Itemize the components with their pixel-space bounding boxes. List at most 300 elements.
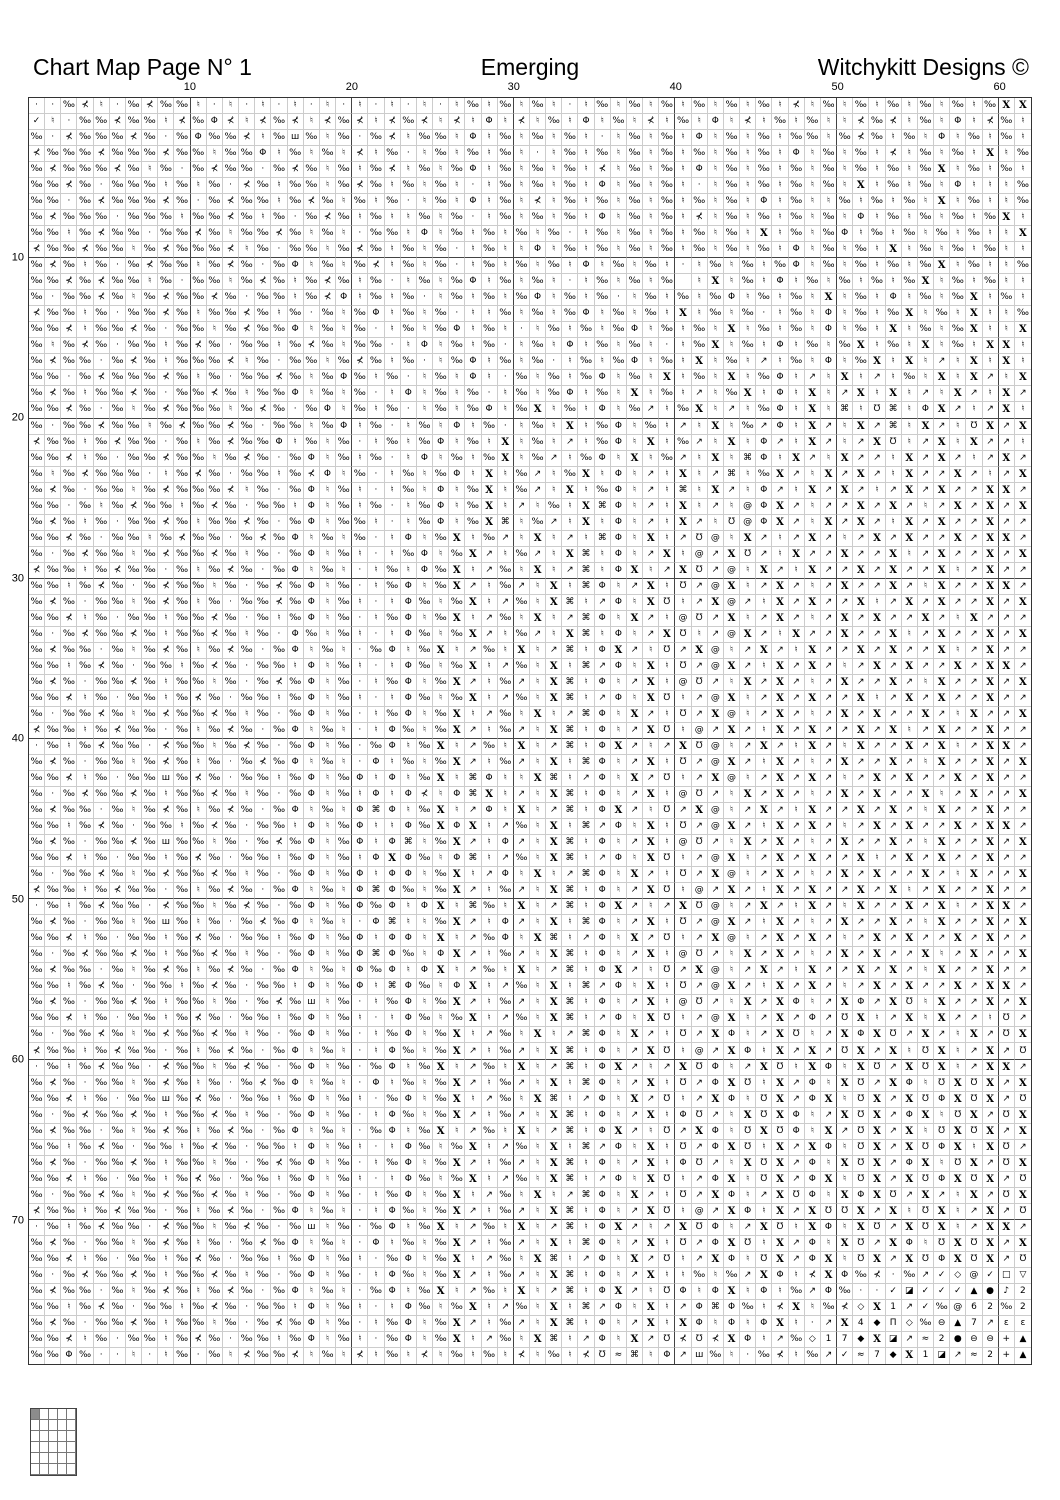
chart-cell: ·	[562, 274, 578, 290]
chart-cell: ↗	[869, 643, 885, 659]
chart-cell: ‰	[449, 1172, 465, 1188]
chart-cell: ♮	[417, 531, 433, 547]
chart-cell: ‰	[821, 210, 837, 226]
chart-cell: ●	[950, 1332, 966, 1348]
chart-cell: Φ	[207, 114, 223, 130]
chart-cell: ·	[110, 1348, 126, 1364]
chart-cell: Φ	[433, 947, 449, 963]
chart-cell: ‰	[207, 883, 223, 899]
chart-cell: ♮	[789, 386, 805, 402]
chart-cell: ↗	[465, 1060, 481, 1076]
chart-cell: ‰	[530, 306, 546, 322]
chart-cell: ‰	[740, 274, 756, 290]
chart-cell: X	[1015, 547, 1031, 563]
chart-cell: ⊀	[94, 1027, 110, 1043]
chart-cell: ♮	[886, 274, 902, 290]
chart-cell: ‰	[77, 1027, 93, 1043]
chart-cell: ↗	[708, 1156, 724, 1172]
chart-cell: X	[902, 1011, 918, 1027]
chart-cell: ‰	[255, 1172, 271, 1188]
chart-cell: ‰	[207, 771, 223, 787]
chart-cell: ♮	[368, 1027, 384, 1043]
chart-cell: X	[772, 707, 788, 723]
chart-cell: ‰	[950, 274, 966, 290]
chart-cell: ‰	[401, 354, 417, 370]
chart-cell: ♮	[126, 1188, 142, 1204]
chart-cell: ‰	[417, 771, 433, 787]
chart-cell: X	[886, 579, 902, 595]
chart-cell: ↗	[465, 579, 481, 595]
chart-cell: ♮	[611, 1043, 627, 1059]
chart-cell: ‰	[627, 130, 643, 146]
chart-cell: ♮	[659, 419, 675, 435]
chart-cell: ‰	[174, 146, 190, 162]
chart-cell: ♮	[288, 659, 304, 675]
chart-cell: ↗	[675, 419, 691, 435]
chart-cell: ↗	[740, 883, 756, 899]
chart-cell: ♮	[368, 1316, 384, 1332]
chart-cell: X	[886, 915, 902, 931]
chart-cell: X	[983, 915, 999, 931]
chart-cell: ·	[110, 98, 126, 114]
chart-cell: ♮	[514, 146, 530, 162]
chart-cell: ♮	[239, 627, 255, 643]
chart-cell: X	[562, 547, 578, 563]
chart-cell: ‰	[255, 1348, 271, 1364]
chart-cell: ♮	[336, 531, 352, 547]
chart-cell: ♮	[659, 1268, 675, 1284]
chart-cell: X	[1015, 947, 1031, 963]
chart-cell: ‰	[174, 771, 190, 787]
chart-cell: X	[805, 483, 821, 499]
chart-cell: ↗	[918, 483, 934, 499]
chart-cell: ‰	[191, 210, 207, 226]
chart-cell: ·	[174, 162, 190, 178]
chart-cell: ⊀	[158, 242, 174, 258]
chart-cell: ♮	[675, 883, 691, 899]
chart-cell: ‰	[902, 370, 918, 386]
chart-cell: ·	[401, 194, 417, 210]
chart-cell: ‰	[417, 1060, 433, 1076]
chart-cell: ·	[94, 531, 110, 547]
chart-cell: ♮	[886, 194, 902, 210]
chart-cell: X	[772, 915, 788, 931]
chart-cell: X	[578, 467, 594, 483]
chart-cell: ♮	[724, 995, 740, 1011]
chart-cell: ⊀	[61, 931, 77, 947]
chart-cell: X	[546, 1300, 562, 1316]
chart-cell: Φ	[578, 114, 594, 130]
chart-cell: ↗	[950, 1348, 966, 1364]
chart-cell: ♮	[950, 370, 966, 386]
chart-cell: Φ	[288, 531, 304, 547]
chart-cell: ⊀	[126, 675, 142, 691]
chart-cell: ‰	[546, 258, 562, 274]
chart-cell: ‰	[401, 1076, 417, 1092]
chart-cell: ‰	[675, 435, 691, 451]
chart-cell: ‰	[336, 707, 352, 723]
chart-cell: Φ	[772, 419, 788, 435]
chart-cell: ↗	[708, 547, 724, 563]
chart-cell: ↗	[1015, 899, 1031, 915]
chart-cell: ⊀	[77, 338, 93, 354]
chart-cell: ↗	[918, 931, 934, 947]
chart-cell: ↗	[789, 1011, 805, 1027]
chart-cell: ‰	[271, 258, 287, 274]
chart-cell: X	[853, 178, 869, 194]
chart-cell: ‰	[94, 835, 110, 851]
chart-cell: ♮	[643, 1060, 659, 1076]
chart-cell: ♮	[320, 851, 336, 867]
chart-cell: ♮	[352, 162, 368, 178]
chart-cell: ‰	[740, 306, 756, 322]
chart-cell: ↗	[918, 883, 934, 899]
chart-cell: ♮	[562, 659, 578, 675]
chart-cell: ‰	[401, 242, 417, 258]
chart-cell: X	[886, 499, 902, 515]
chart-cell: ↗	[918, 595, 934, 611]
chart-cell: ⊀	[94, 739, 110, 755]
chart-cell: ‰	[853, 1268, 869, 1284]
chart-cell: ♮	[821, 370, 837, 386]
chart-cell: ♮	[546, 483, 562, 499]
chart-cell: X	[449, 1108, 465, 1124]
chart-cell: ↗	[789, 755, 805, 771]
chart-cell: ‰	[595, 419, 611, 435]
chart-cell: ‰	[417, 1172, 433, 1188]
chart-cell: ⊀	[126, 386, 142, 402]
chart-cell: ♮	[837, 931, 853, 947]
chart-cell: ♮	[482, 995, 498, 1011]
chart-cell: ♮	[724, 947, 740, 963]
chart-cell: ⊀	[29, 723, 45, 739]
chart-cell: ♮	[385, 98, 401, 114]
chart-cell: ‰	[110, 899, 126, 915]
chart-cell: @	[675, 611, 691, 627]
chart-cell: ⌘	[562, 1011, 578, 1027]
chart-cell: ↗	[675, 1124, 691, 1140]
chart-cell: Φ	[805, 1252, 821, 1268]
chart-cell: ♮	[659, 659, 675, 675]
chart-cell: X	[999, 979, 1015, 995]
chart-cell: ↗	[465, 963, 481, 979]
chart-cell: ♮	[417, 707, 433, 723]
chart-cell: ♮	[902, 210, 918, 226]
chart-cell: ⊀	[158, 370, 174, 386]
chart-cell: X	[772, 1236, 788, 1252]
chart-cell: ‰	[401, 322, 417, 338]
chart-cell: ⌘	[546, 1332, 562, 1348]
chart-cell: Φ	[401, 979, 417, 995]
chart-cell: ℧	[675, 1188, 691, 1204]
chart-cell: ♮	[611, 1076, 627, 1092]
chart-cell: ‰	[320, 226, 336, 242]
chart-cell: ♮	[675, 146, 691, 162]
chart-cell: ↗	[950, 803, 966, 819]
chart-cell: ℧	[918, 1220, 934, 1236]
chart-cell: ‰	[29, 691, 45, 707]
chart-cell: X	[708, 451, 724, 467]
chart-cell: ♮	[482, 691, 498, 707]
chart-cell: @	[708, 755, 724, 771]
chart-cell: ↗	[514, 947, 530, 963]
chart-cell: X	[1015, 675, 1031, 691]
chart-cell: ♮	[401, 1060, 417, 1076]
chart-cell: ·	[77, 1076, 93, 1092]
chart-cell: ♮	[191, 98, 207, 114]
chart-cell: ♮	[659, 258, 675, 274]
chart-cell: ↗	[902, 1300, 918, 1316]
chart-cell: ↗	[789, 659, 805, 675]
chart-cell: Φ	[595, 1043, 611, 1059]
chart-cell: ↗	[999, 1252, 1015, 1268]
chart-cell: 1	[918, 1348, 934, 1364]
chart-cell: X	[934, 435, 950, 451]
chart-cell: ⌘	[578, 1300, 594, 1316]
chart-cell: ‰	[288, 835, 304, 851]
chart-cell: Φ	[595, 579, 611, 595]
chart-cell: ↗	[627, 1204, 643, 1220]
chart-cell: ‰	[352, 386, 368, 402]
chart-cell: ♮	[352, 1011, 368, 1027]
chart-cell: ‰	[433, 1188, 449, 1204]
chart-cell: ·	[223, 467, 239, 483]
chart-cell: ⌘	[578, 867, 594, 883]
chart-cell: ↗	[789, 1204, 805, 1220]
chart-cell: ⊀	[77, 242, 93, 258]
chart-cell: ‰	[110, 483, 126, 499]
chart-cell: ‰	[174, 1076, 190, 1092]
chart-cell: ‰	[853, 242, 869, 258]
chart-cell: ‰	[255, 1027, 271, 1043]
chart-cell: ‰	[934, 306, 950, 322]
chart-cell: ‰	[498, 675, 514, 691]
chart-cell: X	[578, 515, 594, 531]
chart-cell: ↗	[562, 867, 578, 883]
chart-cell: X	[805, 563, 821, 579]
chart-cell: ‰	[110, 1076, 126, 1092]
chart-cell: ♮	[740, 931, 756, 947]
chart-cell: X	[853, 851, 869, 867]
chart-cell: ⊀	[239, 899, 255, 915]
chart-cell: ·	[368, 1092, 384, 1108]
chart-cell: ‰	[498, 162, 514, 178]
chart-cell: ↗	[966, 803, 982, 819]
chart-cell: ℧	[675, 915, 691, 931]
chart-cell: ‰	[724, 130, 740, 146]
chart-cell: ♮	[417, 1252, 433, 1268]
chart-cell: Φ	[465, 162, 481, 178]
chart-cell: ‰	[271, 1300, 287, 1316]
chart-cell: ↗	[934, 867, 950, 883]
chart-cell: ‰	[207, 643, 223, 659]
chart-cell: ♮	[514, 354, 530, 370]
chart-cell: ♮	[546, 1188, 562, 1204]
chart-cell: ♮	[530, 579, 546, 595]
chart-cell: Φ	[352, 867, 368, 883]
chart-cell: ♮	[320, 739, 336, 755]
chart-cell: ‰	[449, 691, 465, 707]
chart-cell: ♮	[320, 499, 336, 515]
chart-cell: ‰	[77, 146, 93, 162]
chart-cell: ↗	[627, 1156, 643, 1172]
chart-cell: ♮	[708, 370, 724, 386]
chart-cell: ♮	[433, 979, 449, 995]
chart-cell: ⊀	[77, 1108, 93, 1124]
chart-cell: ♮	[853, 274, 869, 290]
chart-cell: ‰	[255, 483, 271, 499]
chart-cell: ⊀	[255, 755, 271, 771]
chart-cell: ·	[271, 947, 287, 963]
chart-cell: Φ	[611, 1011, 627, 1027]
chart-cell: ‰	[239, 851, 255, 867]
chart-cell: ♮	[675, 1092, 691, 1108]
chart-cell: ⊀	[61, 451, 77, 467]
chart-cell: ↗	[740, 915, 756, 931]
chart-cell: ♮	[837, 306, 853, 322]
chart-cell: ↗	[789, 1043, 805, 1059]
chart-cell: ↗	[562, 1027, 578, 1043]
chart-cell: Φ	[724, 1092, 740, 1108]
chart-cell: ♮	[934, 290, 950, 306]
chart-cell: ⊀	[223, 1204, 239, 1220]
chart-cell: Φ	[401, 787, 417, 803]
chart-cell: Φ	[578, 258, 594, 274]
chart-cell: ‰	[255, 1188, 271, 1204]
chart-cell: ↗	[627, 739, 643, 755]
chart-cell: ♮	[805, 995, 821, 1011]
chart-cell: Φ	[821, 1284, 837, 1300]
chart-cell: X	[934, 258, 950, 274]
chart-cell: X	[772, 867, 788, 883]
chart-cell: X	[530, 1092, 546, 1108]
chart-cell: ⊀	[174, 419, 190, 435]
page-header	[0, 54, 1060, 82]
chart-cell: ♮	[320, 675, 336, 691]
chart-cell: ·	[94, 402, 110, 418]
chart-cell: ♮	[659, 290, 675, 306]
chart-cell: ‰	[336, 547, 352, 563]
chart-cell: Φ	[595, 675, 611, 691]
chart-cell: Φ	[821, 306, 837, 322]
chart-cell: ♮	[627, 419, 643, 435]
chart-cell: ‰	[320, 803, 336, 819]
chart-cell: @	[708, 899, 724, 915]
chart-cell: X	[853, 723, 869, 739]
chart-cell: ↗	[821, 931, 837, 947]
chart-cell: ↗	[643, 867, 659, 883]
chart-cell: ⊀	[158, 579, 174, 595]
chart-cell: ♮	[336, 1236, 352, 1252]
chart-cell: ‰	[223, 1220, 239, 1236]
chart-cell: ‰	[288, 306, 304, 322]
chart-cell: ⊀	[304, 338, 320, 354]
chart-cell: ♮	[320, 1220, 336, 1236]
chart-cell: ·	[223, 1332, 239, 1348]
chart-cell: Φ	[595, 899, 611, 915]
chart-cell: ‰	[255, 226, 271, 242]
chart-cell: ⊀	[271, 226, 287, 242]
chart-cell: ‰	[45, 1043, 61, 1059]
chart-cell: ♮	[611, 995, 627, 1011]
chart-cell: ℧	[659, 803, 675, 819]
chart-cell: ‰	[94, 338, 110, 354]
chart-cell: ‰	[934, 226, 950, 242]
chart-cell: X	[627, 1332, 643, 1348]
chart-cell: ↗	[918, 691, 934, 707]
chart-cell: ♮	[498, 499, 514, 515]
chart-cell: ‰	[191, 579, 207, 595]
chart-cell: ‰	[288, 370, 304, 386]
chart-cell: ‰	[482, 1124, 498, 1140]
chart-cell: ‰	[110, 226, 126, 242]
chart-cell: ⊀	[207, 1300, 223, 1316]
chart-cell: ♮	[611, 915, 627, 931]
chart-cell: ↗	[643, 515, 659, 531]
chart-cell: ↗	[595, 1011, 611, 1027]
chart-cell: ↗	[1015, 883, 1031, 899]
chart-cell: ♮	[320, 1268, 336, 1284]
chart-cell: ♮	[562, 1252, 578, 1268]
chart-cell: ↗	[498, 1140, 514, 1156]
chart-cell: ·	[255, 563, 271, 579]
chart-cell: ‰	[29, 915, 45, 931]
chart-cell: ↗	[692, 1076, 708, 1092]
chart-cell: ‰	[239, 1092, 255, 1108]
chart-cell: Φ	[255, 146, 271, 162]
chart-cell: ℧	[853, 1076, 869, 1092]
chart-cell: ↗	[465, 643, 481, 659]
chart-cell: ↗	[918, 659, 934, 675]
chart-cell: ♮	[191, 723, 207, 739]
chart-cell: ‰	[562, 306, 578, 322]
chart-cell: X	[772, 1188, 788, 1204]
chart-cell: ‰	[142, 627, 158, 643]
chart-cell: ·	[255, 162, 271, 178]
chart-cell: ⊀	[223, 354, 239, 370]
chart-cell: ‰	[433, 130, 449, 146]
chart-cell: ‰	[207, 467, 223, 483]
chart-cell: X	[643, 1300, 659, 1316]
chart-cell: ‰	[142, 595, 158, 611]
chart-cell: ↗	[999, 707, 1015, 723]
chart-cell: ↗	[643, 467, 659, 483]
chart-cell: ⊀	[853, 114, 869, 130]
chart-cell: ‰	[61, 1188, 77, 1204]
chart-cell: ⊀	[223, 1043, 239, 1059]
chart-cell: ♮	[611, 1268, 627, 1284]
chart-cell: ·	[853, 1284, 869, 1300]
chart-cell: ♮	[417, 611, 433, 627]
chart-cell: ♮	[320, 1188, 336, 1204]
chart-cell: ♮	[918, 1011, 934, 1027]
chart-cell: Φ	[385, 723, 401, 739]
chart-cell: ▲	[1015, 1332, 1031, 1348]
chart-cell: ♮	[433, 691, 449, 707]
chart-cell: ‰	[482, 290, 498, 306]
chart-cell: ↗	[756, 419, 772, 435]
chart-cell: ·	[110, 851, 126, 867]
chart-cell: ♮	[223, 98, 239, 114]
chart-cell: ♮	[902, 178, 918, 194]
chart-cell: X	[886, 1204, 902, 1220]
chart-cell: ‰	[724, 354, 740, 370]
chart-cell: ‰	[142, 322, 158, 338]
chart-cell: ⊀	[869, 1268, 885, 1284]
chart-cell: ♮	[417, 242, 433, 258]
chart-cell: X	[902, 451, 918, 467]
chart-cell: ♮	[837, 1140, 853, 1156]
